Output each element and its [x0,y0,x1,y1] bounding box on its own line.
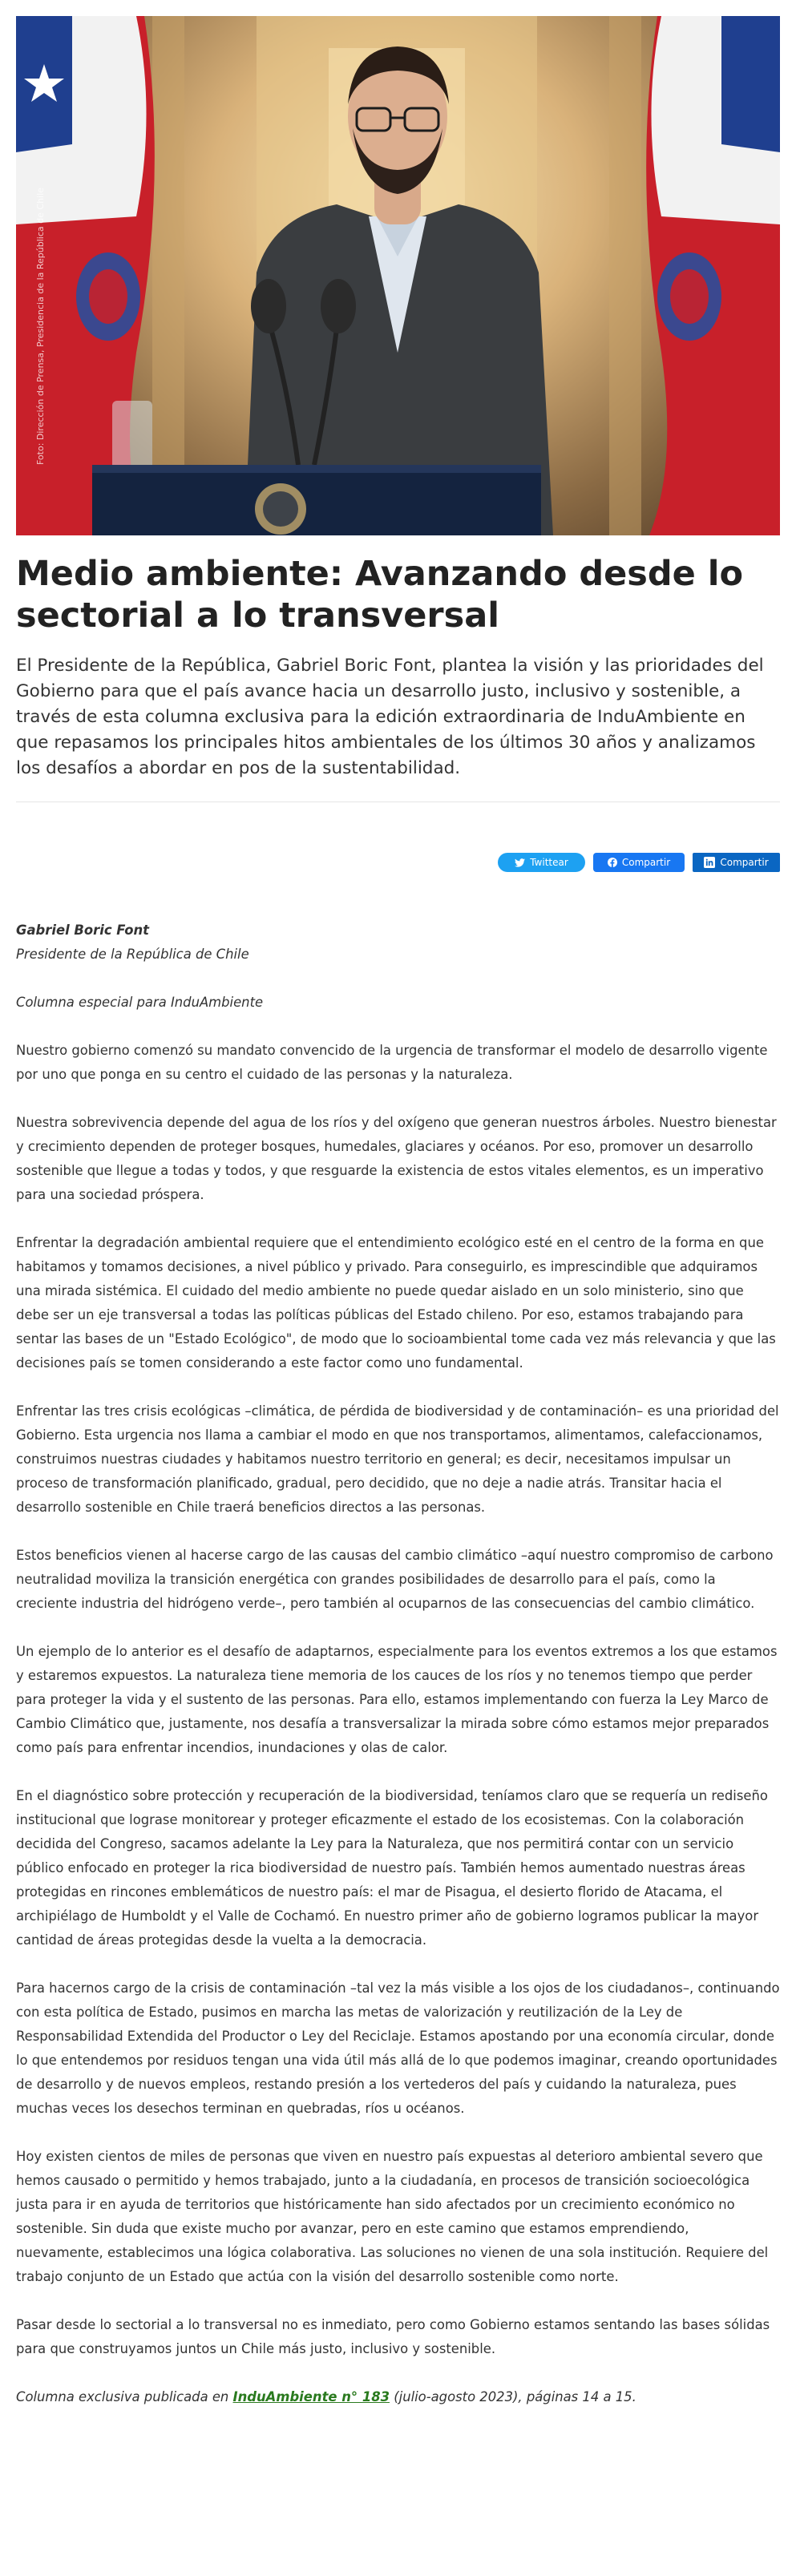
linkedin-share-button[interactable] [693,853,780,872]
author-name: Gabriel Boric Font [16,923,149,938]
author-block [16,919,780,967]
article-lead: El Presidente de la República, Gabriel Boric Font, plantea la visión y las prioridades del Gobierno para que el país avance hacia un desarrollo justo, inclusivo y sostenible, a través de esta columna exclusiva para la edición extraordinaria de InduAmbiente en que repasamos los principales hitos ambientales de los últimos 30 años y analizamos los desafíos a abordar en pos de la sustentabilidad. [16,656,764,778]
paragraph-8: Para hacernos cargo de la crisis de contaminación –tal vez la más visible a los ojos de los ciudadanos–, continuando con esta política de Estado, pusimos en marcha las metas de valorización y reutilización de la Ley de Responsabilidad Extendida del Productor o Ley del Reciclaje. Estamos apostando por una economía circular, donde lo que entendemos por residuos tengan una vida útil más allá de lo que podemos imaginar, creando oportunidades de desarrollo y de nuevos empleos, restando presión a los vertederos del país y cuidando la naturaleza, pues muchas veces los desechos terminan en quebradas, ríos u océanos. [16,1980,780,2116]
chilean-flag-right [646,16,780,535]
hero-photo [16,16,780,535]
publication-note [16,2385,780,2409]
paragraph-6: Un ejemplo de lo anterior es el desafío de adaptarnos, especialmente para los eventos extremos a los que estamos y estaremos expuestos. La naturaleza tiene memoria de los cauces de los ríos y no tenemos tiempo que perder para proteger la vida y el sustento de las personas. Para ello, estamos implementando con fuerza la Ley Marco de Cambio Climático que, justamente, nos desafía a transversalizar la mirada sobre cómo estamos mejor preparados como país para enfrentar incendios, inundaciones y olas de calor. [16,1644,778,1755]
paragraph-7: En el diagnóstico sobre protección y recuperación de la biodiversidad, teníamos claro que se requería un rediseño institucional que lograse monitorear y proteger eficazmente el estado de los ecosistemas. Con la colaboración decidida del Congreso, sacamos adelante la Ley para la Naturaleza, que nos permitirá contar con un servicio público enfocado en proteger la rica biodiversidad de nuestro país. También hemos aumentado nuestras áreas protegidas en rincones emblemáticos de nuestro país: el mar de Pisagua, el desierto florido de Atacama, el archipiélago de Humboldt y el Valle de Cochamó. En nuestro primer año de gobierno logramos publicar la mayor cantidad de áreas protegidas desde la vuelta a la democracia. [16,1788,768,1948]
paragraph-3: Enfrentar la degradación ambiental requiere que el entendimiento ecológico esté en el centro de la forma en que habitamos y tomamos decisiones, a nivel público y privado. Para conseguirlo, es imprescindible que adquiramos una mirada sistémica. El cuidado del medio ambiente no puede quedar aislado en un solo ministerio, sino que debe ser un eje transversal a todas las políticas públicas del Estado chileno. Por eso, estamos trabajando para sentar las bases de un "Estado Ecológico", de modo que lo socioambiental tome cada vez más relevancia y que las decisiones país se tomen considerando a este factor como uno fundamental. [16,1235,776,1371]
share-bar [498,853,780,872]
paragraph-1: Nuestro gobierno comenzó su mandato convencido de la urgencia de transformar el modelo de desarrollo vigente por uno que ponga en su centro el cuidado de las personas y la naturaleza. [16,1043,768,1082]
column-note: Columna especial para InduAmbiente [16,995,264,1010]
linkedin-icon [704,857,715,868]
twitter-icon [515,858,525,867]
twitter-share-label: Twittear [530,857,568,868]
paragraph-10: Pasar desde lo sectorial a lo transversal no es inmediato, pero como Gobierno estamos sentando las bases sólidas para que construyamos juntos un Chile más justo, inclusivo y sostenible. [16,2317,770,2356]
article-title: Medio ambiente: Avanzando desde lo sectorial a lo transversal [16,554,744,636]
paragraph-2: Nuestra sobrevivencia depende del agua de los ríos y del oxígeno que generan nuestros árboles. Nuestro bienestar y crecimiento dependen de proteger bosques, humedales, glaciares y océanos. Por eso, promover un desarrollo sostenible que llegue a todas y todos, y que resguarde la existencia de estos vitales elementos, es un imperativo para una sociedad próspera. [16,1115,777,1202]
facebook-share-button[interactable] [593,853,685,872]
publication-note-prefix: Columna exclusiva publicada en [16,2389,233,2404]
president-illustration [16,16,780,535]
paragraph-5: Estos beneficios vienen al hacerse cargo de las causas del cambio climático –aquí nuestro compromiso de carbono neutralidad moviliza la transición energética con grandes posibilidades de desarrollo para el país, como la creciente industria del hidrógeno verde–, pero también al ocuparnos de las consecuencias del cambio climático. [16,1548,774,1611]
facebook-icon [608,858,617,867]
twitter-share-button[interactable] [498,853,585,872]
linkedin-share-label: Compartir [720,857,769,868]
photo-credit: Foto: Dirección de Prensa, Presidencia de la República de Chile [35,188,46,465]
podium [92,465,541,535]
paragraph-9: Hoy existen cientos de miles de personas que viven en nuestro país expuestas al deterioro ambiental severo que hemos causado o permitido y hemos trabajado, junto a la ciudadanía, en procesos de transición socioecológica justa para ir en ayuda de territorios que históricamente han sido afectados por un crecimiento económico no sostenible. Sin duda que existe mucho por avanzar, pero en este camino que estamos emprendiendo, nuevamente, establecimos una lógica colaborativa. Las soluciones no vienen de una sola institución. Requiere del trabajo conjunto de un Estado que actúa con la visión del desarrollo sostenible como norte. [16,2149,769,2284]
author-role: Presidente de la República de Chile [16,947,249,962]
article-body [16,919,780,2433]
paragraph-4: Enfrentar las tres crisis ecológicas –climática, de pérdida de biodiversidad y de contaminación– es una prioridad del Gobierno. Esta urgencia nos llama a cambiar el modo en que nos transportamos, alimentamos, calefaccionamos, construimos nuestras ciudades y habitamos nuestro territorio en general; es decir, necesitamos impulsar un proceso de transformación planificado, gradual, pero decidido, que no deje a nadie atrás. Transitar hacia el desarrollo sostenible en Chile traerá beneficios directos a las personas. [16,1403,779,1515]
publication-note-suffix: (julio-agosto 2023), páginas 14 a 15. [390,2389,636,2404]
induambiente-issue-link[interactable]: InduAmbiente n° 183 [232,2389,390,2404]
divider [16,801,780,802]
facebook-share-label: Compartir [621,857,671,868]
